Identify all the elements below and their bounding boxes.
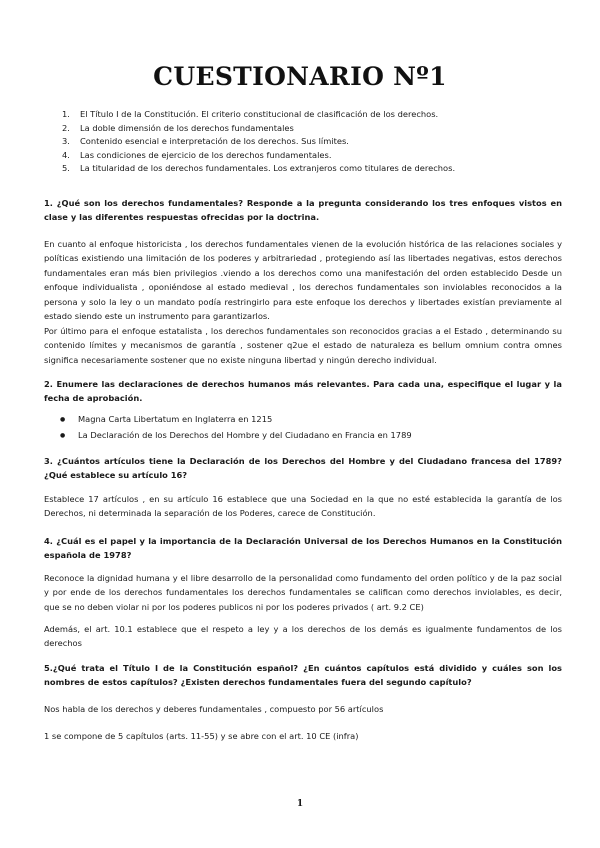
question-3-heading: 3. ¿Cuántos artículos tiene la Declaración de los Derechos del Hombre y del Ciudadano francesa del 1789? ¿Qué establece su artículo 16? [44,456,562,480]
question-5-answer-paragraph-1: Nos habla de los derechos y deberes fundamentales , compuesto por 56 artículos [44,704,384,714]
question-4-answer-paragraph-1: Reconoce la dignidad humana y el libre desarrollo de la personalidad como fundamento del orden político y de la paz social y por ende de los derechos fundamentales los derechos fundamentales se califican como derechos inviolables, es decir, que se no deben violar ni por los poderes publicos ni por los poderes privados ( art. 9.2 CE) [44,573,562,612]
question-5-heading: 5.¿Qué trata el Título I de la Constitución español? ¿En cuántos capítulos está dividido y cuáles son los nombres de estos capítulos? ¿Existen derechos fundamentales fuera del segundo capítulo? [44,663,562,687]
question-2-answer-block [44,412,562,443]
question-3-section [44,454,562,482]
topic-list [62,108,542,176]
page-number: 1 [296,799,304,809]
question-2-heading: 2. Enumere las declaraciones de derechos humanos más relevantes. Para cada una, especifique el lugar y la fecha de aprobación. [44,379,562,403]
question-3-answer-block [44,492,562,521]
list-item: 5. La titularidad de los derechos fundamentales. Los extranjeros como titulares de derechos. [62,163,456,174]
list-item: ● La Declaración de los Derechos del Hombre y del Ciudadano en Francia en 1789 [44,428,562,444]
question-5-answer-block-2 [44,729,562,743]
list-item: 4. Las condiciones de ejercicio de los derechos fundamentales. [62,149,332,160]
question-4-answer-block [44,571,562,614]
page-title: CUESTIONARIO Nº1 [153,62,447,91]
list-item: 1. El Título I de la Constitución. El criterio constitucional de clasificación de los derechos. [62,109,439,119]
question-5-section [44,661,562,689]
question-3-answer-paragraph: Establece 17 artículos , en su artículo 16 establece que una Sociedad en la que no esté establecida la garantía de los Derechos, ni determinada la separación de los Poderes, carece de Constitución. [44,494,562,519]
question-1-answer-paragraph-2: Por último para el enfoque estatalista , los derechos fundamentales son reconocidos gracias a el Estado , determinando su contenido límites y mecanismos de garantía , sostener q2ue el estado de naturaleza es bellum omnium contra omnes significa necesariamente sostener que no existe ninguna libertad y ningún derecho individual. [44,326,562,365]
question-1-section [44,196,562,224]
question-1-answer-block-2 [44,324,562,367]
question-2-section [44,377,562,405]
question-1-answer-paragraph-1: En cuanto al enfoque historicista , los derechos fundamentales vienen de la evolución histórica de las relaciones sociales y políticas existiendo una limitación de los poderes y arbitrariedad , protegiendo así las libertades negativas, estos derechos fundamentales eran más bien privilegios .viendo a los derechos como una manifestación del orden establecido Desde un enfoque individualista , oponiéndose al estado medieval , los derechos fundamentales son inviolables reconocidos a la persona y solo la ley o un mandato podía restringirlo para este enfoque los derechos y libertades existían previamente al estado siendo este un instrumento para garantizarlos. [44,239,562,322]
question-5-answer-block [44,702,562,716]
list-item: 3. Contenido esencial e interpretación de los derechos. Sus límites. [62,136,349,147]
question-4-section [44,534,562,562]
question-1-heading: 1. ¿Qué son los derechos fundamentales? Responde a la pregunta considerando los tres enfoques vistos en clase y las diferentes respuestas ofrecidas por la doctrina. [44,198,562,222]
question-4-answer-paragraph-2: Además, el art. 10.1 establece que el respeto a ley y a los derechos de los demás es igualmente fundamentos de los derechos [44,624,562,649]
question-1-answer-block [44,237,562,323]
question-4-answer-block-2 [44,622,562,651]
list-item: 2. La doble dimensión de los derechos fundamentales [62,122,294,133]
declarations-list [44,412,562,443]
list-item: ● Magna Carta Libertatum en Inglaterra en 1215 [44,412,562,428]
question-5-answer-paragraph-2: 1 se compone de 5 capítulos (arts. 11-55) y se abre con el art. 10 CE (infra) [44,731,359,741]
question-4-heading: 4. ¿Cuál es el papel y la importancia de la Declaración Universal de los Derechos Humanos en la Constitución española de 1978? [44,536,562,560]
